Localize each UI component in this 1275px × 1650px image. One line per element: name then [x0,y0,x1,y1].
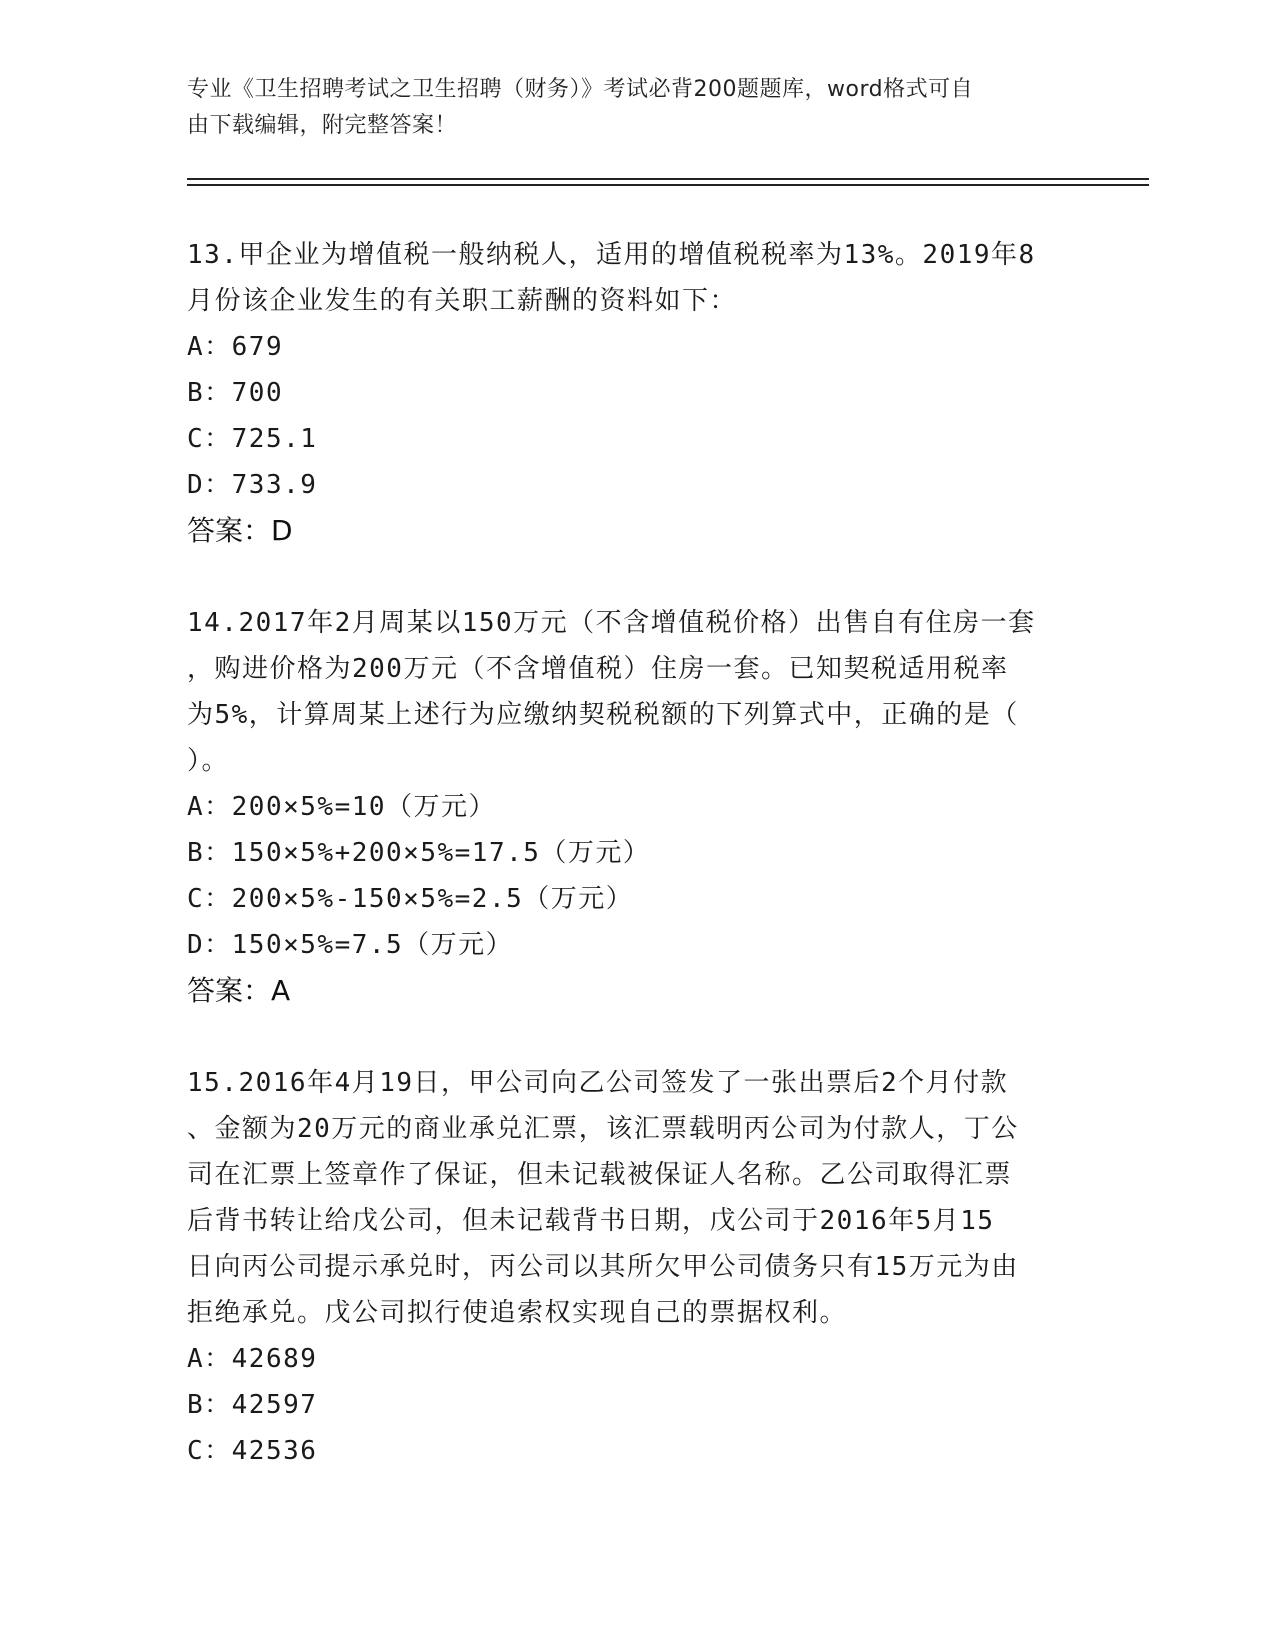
option-c: C：42536 [187,1436,318,1466]
question-line: 日向丙公司提示承兑时，丙公司以其所欠甲公司债务只有15万元为由 [187,1252,1019,1282]
question-line: 拒绝承兑。戊公司拟行使追索权实现自己的票据权利。 [187,1298,848,1328]
option-d: D：733.9 [187,470,318,500]
question-list [187,232,1087,1520]
option-a: A：200×5%=10（万元） [187,792,497,822]
option-c: C：200×5%-150×5%=2.5（万元） [187,884,634,914]
question-13 [187,232,1087,554]
document-header [187,72,1067,144]
option-c: C：725.1 [187,424,318,454]
question-line: ）。 [187,746,230,776]
question-line: 司在汇票上签章作了保证，但未记载被保证人名称。乙公司取得汇票 [187,1160,1013,1190]
question-14 [187,600,1087,1014]
question-text [187,232,1087,324]
option-a: A：42689 [187,1344,318,1374]
header-rule-bottom [187,184,1149,186]
question-line: 15.2016年4月19日，甲公司向乙公司签发了一张出票后2个月付款 [187,1068,1009,1098]
option-d: D：150×5%=7.5（万元） [187,930,514,960]
question-line: 后背书转让给戊公司，但未记载背书日期，戊公司于2016年5月15 [187,1206,995,1236]
option-a: A：679 [187,332,284,362]
question-15 [187,1060,1087,1474]
question-text [187,1060,1087,1336]
option-b: B：42597 [187,1390,318,1420]
question-line: ，购进价格为200万元（不含增值税）住房一套。已知契税适用税率 [187,654,1009,684]
header-line-1: 专业《卫生招聘考试之卫生招聘（财务）》考试必背200题题库，word格式可自 [187,77,974,102]
option-b: B：700 [187,378,284,408]
question-text [187,600,1087,784]
question-line: 月份该企业发生的有关职工薪酬的资料如下： [187,286,738,316]
question-line: 为5%，计算周某上述行为应缴纳契税税额的下列算式中，正确的是（ [187,700,1019,730]
header-line-2: 由下载编辑，附完整答案！ [187,113,458,138]
question-line: 14.2017年2月周某以150万元（不含增值税价格）出售自有住房一套 [187,608,1036,638]
answer: 答案：D [187,514,293,547]
question-line: 13.甲企业为增值税一般纳税人，适用的增值税税率为13%。2019年8 [187,240,1036,270]
option-b: B：150×5%+200×5%=17.5（万元） [187,838,651,868]
answer: 答案：A [187,974,291,1007]
question-line: 、金额为20万元的商业承兑汇票，该汇票载明丙公司为付款人，丁公 [187,1114,1019,1144]
header-rule-top [187,178,1149,180]
